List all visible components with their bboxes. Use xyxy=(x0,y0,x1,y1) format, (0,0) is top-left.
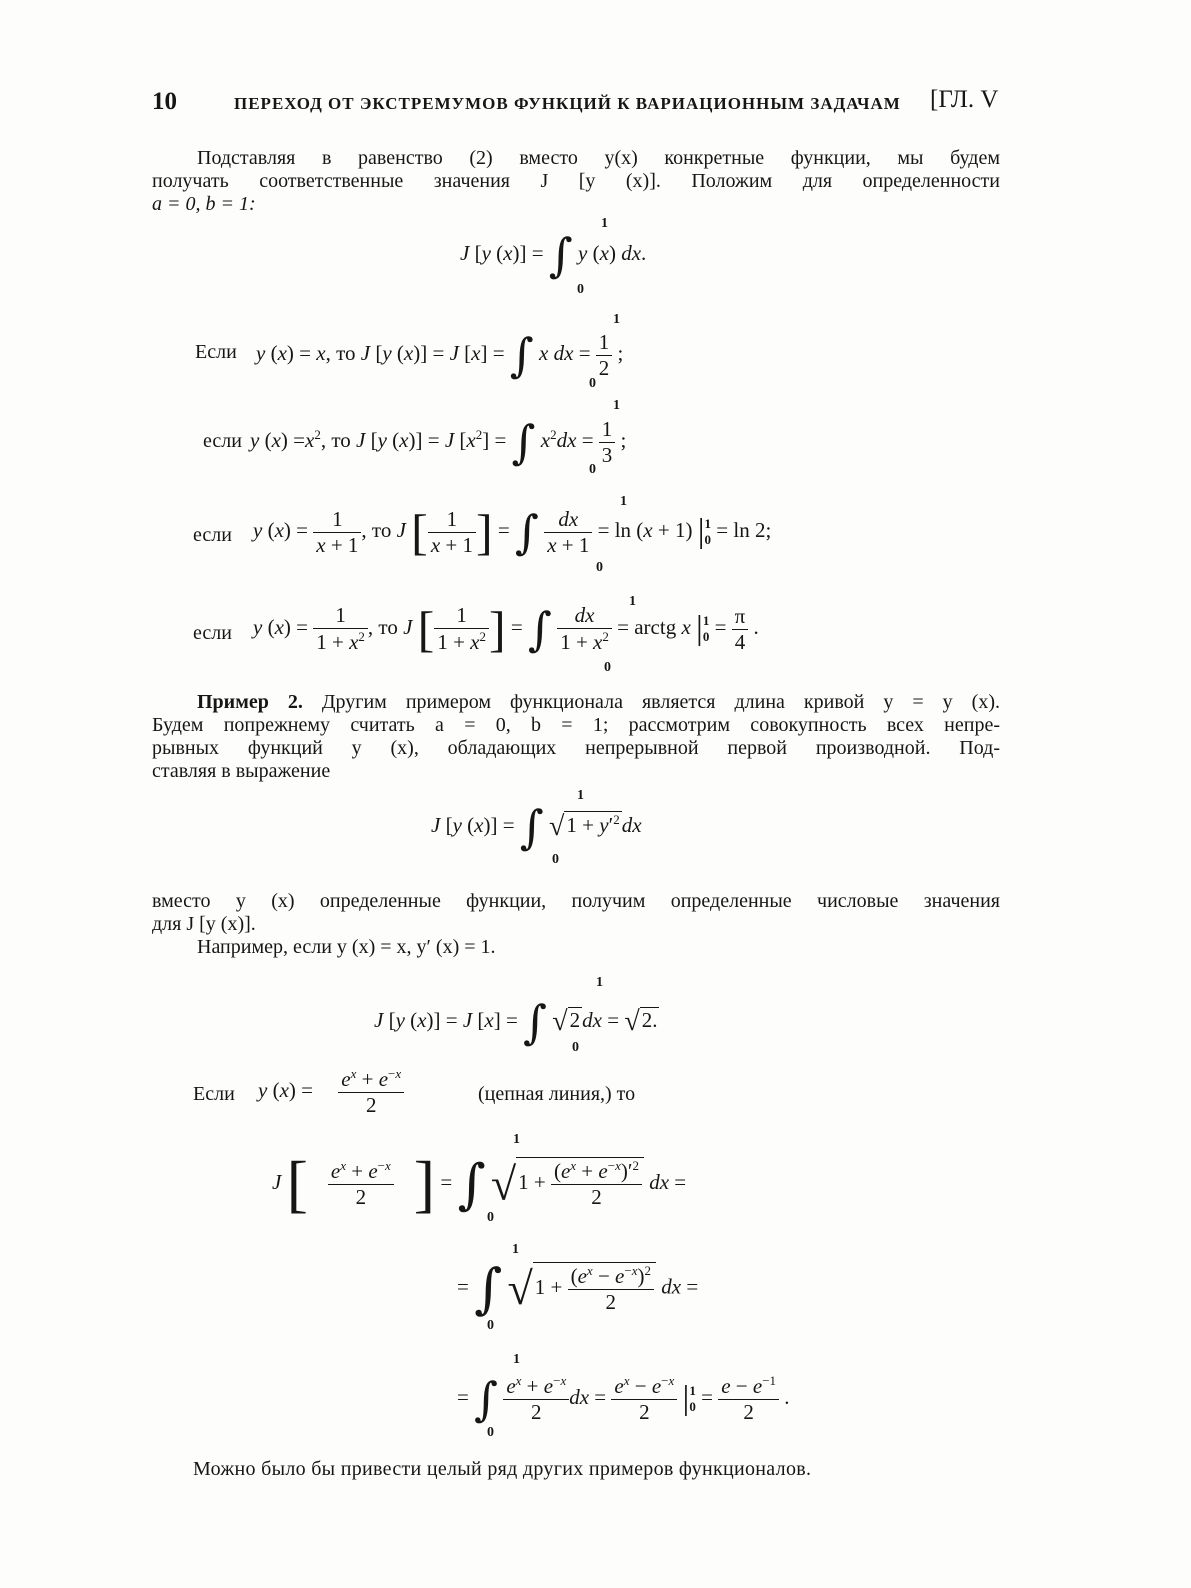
example-4: y (x) = $\frac{1}{1 + x^2}$ , то J [ $\frac{1}{1 + x^2}$ ] = ∫ $\frac{dx}{1 + x^2}$ = arctg x | 1 0 = $\frac{\pi}{4}$ . xyxy=(253,601,759,657)
paragraph-2-line-1-text: Другим примером функционала является длина кривой y = y (x). xyxy=(321,691,1000,713)
ex4-upper-limit: 1 xyxy=(629,594,636,609)
ex3-lower-limit: 0 xyxy=(596,560,603,575)
example-3: y (x) = $\frac{1}{x + 1}$ , то J [ $\frac{1}{x + 1}$ ] = ∫ $\frac{dx}{x + 1}$ = ln (x + 1) | 1 0 = ln 2; xyxy=(253,504,772,560)
ex1-upper-limit: 1 xyxy=(613,312,620,327)
eq7-line1-upper-limit: 1 xyxy=(513,1132,520,1147)
paragraph-2 xyxy=(152,691,1000,783)
example-4-lead: если xyxy=(193,622,232,644)
paragraph-1-line-1: Подставляя в равенство (2) вместо y(x) конкретные функции, мы будем xyxy=(197,147,1000,169)
example-3-lead: если xyxy=(193,524,232,546)
paragraph-2-line-1 xyxy=(152,691,1000,714)
paragraph-3-line-2: для J [y (x)]. xyxy=(152,913,256,935)
ex2-upper-limit: 1 xyxy=(613,398,620,413)
equation-6: J [y (x)] = J [x] = ∫ √2dx = √2. xyxy=(374,995,658,1049)
paragraph-1-line-3: a = 0, b = 1: xyxy=(152,193,256,215)
page-number: 10 xyxy=(152,88,177,115)
equation-5: J [y (x)] = ∫ $√1 + y'^2dx$ xyxy=(431,800,642,854)
chapter-marker: [ГЛ. V xyxy=(930,86,999,113)
paragraph-2-line-2: Будем попрежнему считать a = 0, b = 1; рассмотрим совокупность всех непре- xyxy=(152,714,1000,736)
equation-7-line-3: = ∫ $\frac{e^x + e^{-x}}{2}$ dx = $\frac{e^x - e^{-x}}{2}$ | 1 0 = $\frac{e - e^{-1}}{2}$ . xyxy=(457,1372,790,1426)
example-2: y $(x) =x^2$, то J [y (x)] = J $[x^2]$ = ∫ $x^2dx$ = $\frac{1}{3}$ ; xyxy=(250,415,627,469)
paragraph-3-line-1: вместо y (x) определенные функции, получим определенные числовые значения xyxy=(152,890,1000,912)
eq6-lower-limit: 0 xyxy=(572,1040,579,1055)
ex3-upper-limit: 1 xyxy=(620,494,627,509)
running-title: ПЕРЕХОД ОТ ЭКСТРЕМУМОВ ФУНКЦИЙ К ВАРИАЦИОННЫМ ЗАДАЧАМ xyxy=(234,94,901,113)
example-1-lead: Если xyxy=(195,341,237,363)
example-5-tail: (цепная линия,) то xyxy=(478,1083,636,1105)
eq5-upper-limit: 1 xyxy=(577,788,584,803)
equation-1: J [y (x)] = ∫ y (x) dx. xyxy=(460,228,647,282)
eq6-upper-limit: 1 xyxy=(596,975,603,990)
example-2-lead: если xyxy=(203,430,242,452)
paragraph-1-line-2: получать соответственные значения J [y (x)]. Положим для определенности xyxy=(152,170,1000,192)
closing-sentence: Можно было бы привести целый ряд других примеров функционалов. xyxy=(193,1458,812,1480)
paragraph-4: Например, если y (x) = x, y′ (x) = 1. xyxy=(197,936,496,958)
eq1-lower-limit: 0 xyxy=(577,282,584,297)
ex4-lower-limit: 0 xyxy=(604,660,611,675)
eq7-line3-upper-limit: 1 xyxy=(513,1352,520,1367)
example-2-heading: Пример 2. xyxy=(197,691,303,713)
example-5-lead: Если xyxy=(193,1083,235,1105)
example-5: y (x) = $\frac{e^x + e^{-x}}{2}$ xyxy=(258,1066,404,1118)
paragraph-3 xyxy=(152,890,1000,959)
example-1: y (x) = x, то J [y (x)] = J [x] = ∫ x dx = $\frac{1}{2}$ ; xyxy=(256,328,624,382)
eq5-lower-limit: 0 xyxy=(552,852,559,867)
ex2-lower-limit: 0 xyxy=(589,462,596,477)
eq7-line3-lower-limit: 0 xyxy=(487,1425,494,1440)
eq7-line2-lower-limit: 0 xyxy=(487,1318,494,1333)
eq7-line1-lower-limit: 0 xyxy=(487,1210,494,1225)
paragraph-2-line-4: ставляя в выражение xyxy=(152,760,331,782)
paragraph-2-line-3: рывных функций y (x), обладающих непрерывной первой производной. Под- xyxy=(152,737,1000,759)
eq1-upper-limit: 1 xyxy=(601,216,608,231)
equation-7-line-2: = ∫ √1 + $\frac{(e^x - e^{-x})^2}{2}$ dx = xyxy=(457,1257,699,1320)
eq7-line2-upper-limit: 1 xyxy=(512,1242,519,1257)
equation-7-line-1: J [ $\frac{e^x + e^{-x}}{2}$ ] = ∫ √1 + $\frac{(e^x + e^{-x})'^2}{2}$ dx = xyxy=(272,1148,687,1219)
paragraph-1 xyxy=(152,147,1000,216)
ex1-lower-limit: 0 xyxy=(589,376,596,391)
